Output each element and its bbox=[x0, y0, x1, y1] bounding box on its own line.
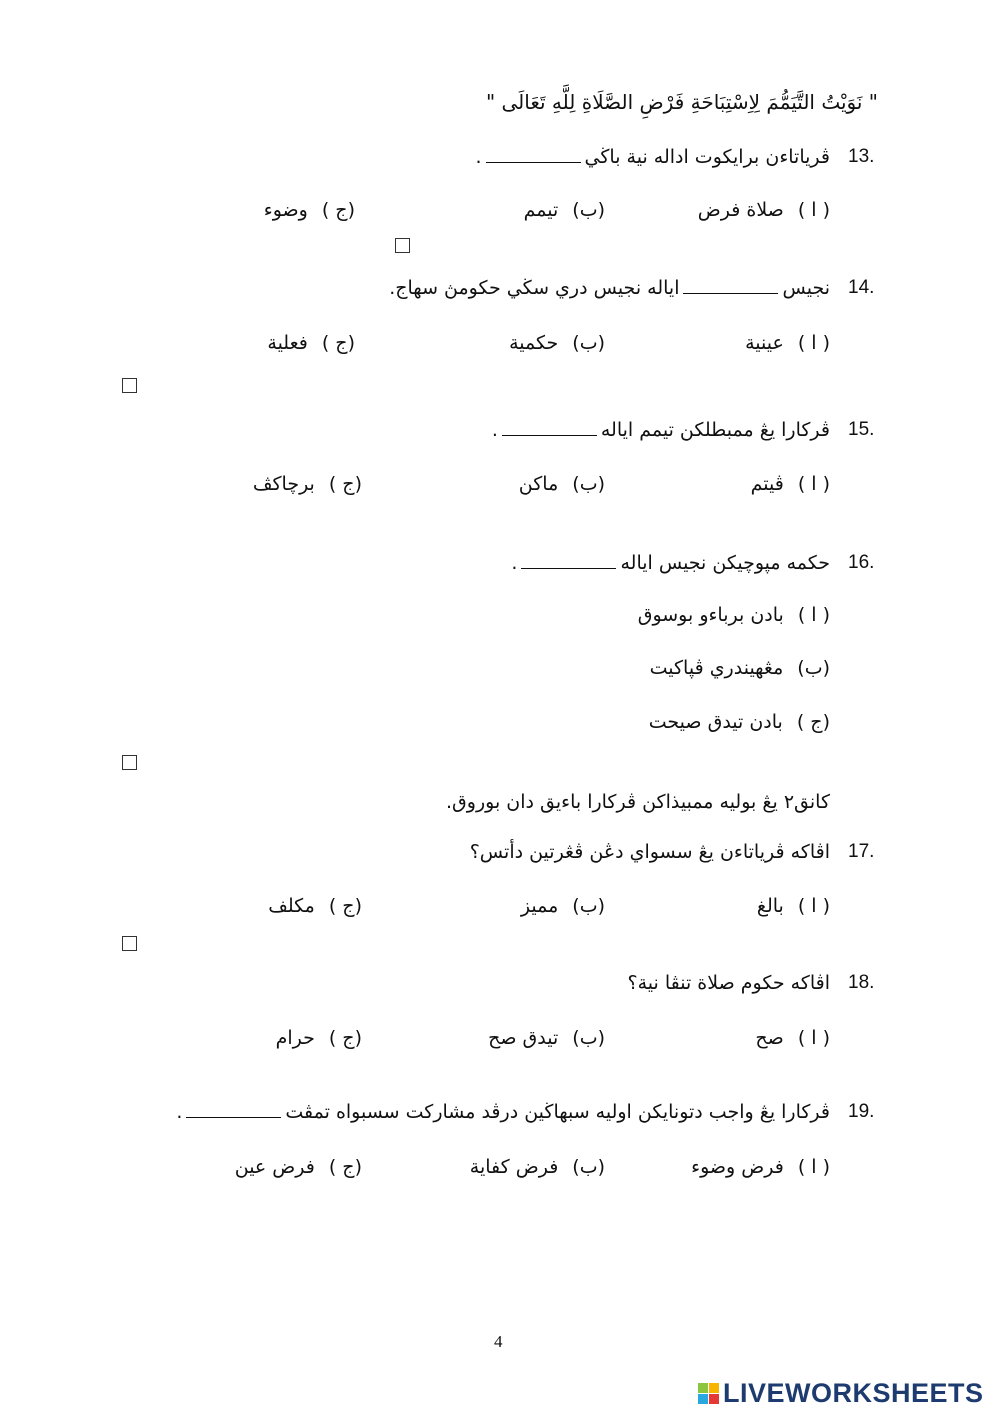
option-c[interactable] bbox=[268, 892, 362, 920]
option-b[interactable] bbox=[509, 329, 605, 357]
option-b[interactable] bbox=[521, 892, 605, 920]
option-label: (ج ) bbox=[321, 199, 355, 221]
option-b[interactable] bbox=[519, 470, 605, 498]
answer-blank[interactable] bbox=[186, 1099, 281, 1118]
option-label: ( ا ) bbox=[797, 895, 830, 917]
option-b[interactable] bbox=[650, 654, 830, 682]
option-label: (ج ) bbox=[328, 895, 362, 917]
question-text: حکمه مپوچيکن نجيس اياله bbox=[620, 552, 830, 574]
option-label: (ج ) bbox=[796, 711, 830, 733]
option-label: ( ا ) bbox=[797, 473, 830, 495]
option-label: (ب) bbox=[572, 1027, 605, 1049]
option-label: (ب) bbox=[572, 473, 605, 495]
option-text: مميز bbox=[520, 895, 559, 917]
option-a[interactable] bbox=[757, 892, 830, 920]
question-15-text bbox=[492, 416, 830, 444]
question-number: 17. bbox=[848, 841, 875, 862]
page-number: 4 bbox=[494, 1332, 503, 1351]
answer-blank[interactable] bbox=[521, 550, 616, 569]
question-text: ڤرکارا يڠ واجب دتونايکن اوليه سبهاڬين درڤد مشارکت سسبواه تمڤت bbox=[285, 1101, 830, 1123]
question-13-text bbox=[475, 143, 830, 171]
option-label: ( ا ) bbox=[797, 1027, 830, 1049]
option-label: (ج ) bbox=[321, 332, 355, 354]
passage-text: كانق٢ يڠ بوليه ممبيذاكن ڤركارا باءيق دان بوروق. bbox=[446, 791, 830, 813]
option-label: (ب) bbox=[572, 332, 605, 354]
option-text: ڤيتم bbox=[750, 473, 784, 495]
question-end: . bbox=[475, 146, 482, 168]
question-18-text: اڤاکه حکوم صلاة تنڤا نية؟ bbox=[627, 972, 830, 994]
logo-cubes-icon bbox=[698, 1383, 719, 1404]
option-text: بادن تيدق صيحت bbox=[648, 711, 783, 733]
option-text: بالغ bbox=[756, 895, 784, 917]
question-number: 16. bbox=[848, 552, 875, 573]
option-text: بادن برباءو بوسوق bbox=[637, 604, 784, 626]
answer-blank[interactable] bbox=[486, 144, 581, 163]
question-14-text bbox=[389, 274, 830, 302]
option-a[interactable] bbox=[751, 470, 830, 498]
option-label: (ب) bbox=[572, 1156, 605, 1178]
option-text: وضوء bbox=[263, 199, 308, 221]
niat-quote: " نَوَيْتُ التَّيَمُّمَ لِاِسْتِبَاحَةِ فَرْضِ الصَّلَاةِ لِلَّهِ تَعَالَى " bbox=[485, 90, 878, 114]
option-c[interactable] bbox=[253, 470, 362, 498]
question-end: . bbox=[491, 419, 498, 441]
option-c[interactable] bbox=[276, 1024, 362, 1052]
option-label: (ج ) bbox=[328, 473, 362, 495]
answer-checkbox[interactable] bbox=[122, 755, 137, 770]
option-b[interactable] bbox=[470, 1153, 605, 1181]
question-number: 18. bbox=[848, 972, 875, 993]
option-a[interactable] bbox=[698, 196, 830, 224]
answer-checkbox[interactable] bbox=[395, 238, 410, 253]
question-end: اياله نجيس دري سڬي حکومڽ سهاج. bbox=[389, 277, 680, 299]
option-text: مڠهيندري ڤپاکيت bbox=[649, 657, 784, 679]
option-label: ( ا ) bbox=[797, 604, 830, 626]
question-end: . bbox=[511, 552, 518, 574]
question-number: 13. bbox=[848, 146, 875, 167]
answer-blank[interactable] bbox=[683, 275, 778, 294]
option-text: فرض کفاية bbox=[469, 1156, 559, 1178]
option-text: حرام bbox=[275, 1027, 315, 1049]
option-text: حکمية bbox=[509, 332, 559, 354]
option-label: (ب) bbox=[572, 895, 605, 917]
option-text: صح bbox=[755, 1027, 784, 1049]
option-text: فعلية bbox=[267, 332, 308, 354]
option-text: صلاة فرض bbox=[697, 199, 784, 221]
option-a[interactable] bbox=[755, 1024, 830, 1052]
question-number: 14. bbox=[848, 277, 875, 298]
option-text: برچاکڤ bbox=[252, 473, 315, 495]
question-text: نجيس bbox=[782, 277, 830, 299]
question-16-text bbox=[511, 549, 830, 577]
answer-blank[interactable] bbox=[502, 417, 597, 436]
option-text: مکلف bbox=[268, 895, 315, 917]
option-c[interactable] bbox=[267, 329, 355, 357]
option-text: تيمم bbox=[523, 199, 559, 221]
option-label: (ج ) bbox=[328, 1027, 362, 1049]
option-label: (ج ) bbox=[328, 1156, 362, 1178]
answer-checkbox[interactable] bbox=[122, 378, 137, 393]
option-label: (ب) bbox=[797, 657, 830, 679]
question-19-text bbox=[176, 1098, 830, 1126]
option-c[interactable] bbox=[235, 1153, 362, 1181]
question-end: . bbox=[176, 1101, 183, 1123]
option-label: (ب) bbox=[572, 199, 605, 221]
option-a[interactable] bbox=[745, 329, 830, 357]
option-b[interactable] bbox=[524, 196, 605, 224]
option-text: فرض عين bbox=[234, 1156, 315, 1178]
option-c[interactable] bbox=[264, 196, 355, 224]
liveworksheets-logo bbox=[698, 1378, 984, 1409]
option-text: ماکن bbox=[518, 473, 559, 495]
option-label: ( ا ) bbox=[797, 1156, 830, 1178]
question-text: ڤرکارا يڠ ممبطلکن تيمم اياله bbox=[600, 419, 830, 441]
option-c[interactable] bbox=[649, 708, 830, 736]
question-17-text: اڤاکه ڤرياتاءن يڠ سسواي دڠن ڤڠرتين دأتس؟ bbox=[469, 841, 830, 863]
answer-checkbox[interactable] bbox=[122, 936, 137, 951]
question-number: 19. bbox=[848, 1101, 875, 1122]
option-label: ( ا ) bbox=[797, 332, 830, 354]
option-a[interactable] bbox=[638, 601, 830, 629]
option-text: عينية bbox=[745, 332, 784, 354]
option-label: ( ا ) bbox=[797, 199, 830, 221]
option-text: فرض وضوء bbox=[691, 1156, 784, 1178]
option-b[interactable] bbox=[488, 1024, 605, 1052]
option-a[interactable] bbox=[691, 1153, 830, 1181]
question-number: 15. bbox=[848, 419, 875, 440]
question-text: ڤرياتاءن برايكوت اداله نية باڬي bbox=[584, 146, 830, 168]
option-text: تيدق صح bbox=[488, 1027, 559, 1049]
brand-name: LIVEWORKSHEETS bbox=[723, 1378, 984, 1408]
